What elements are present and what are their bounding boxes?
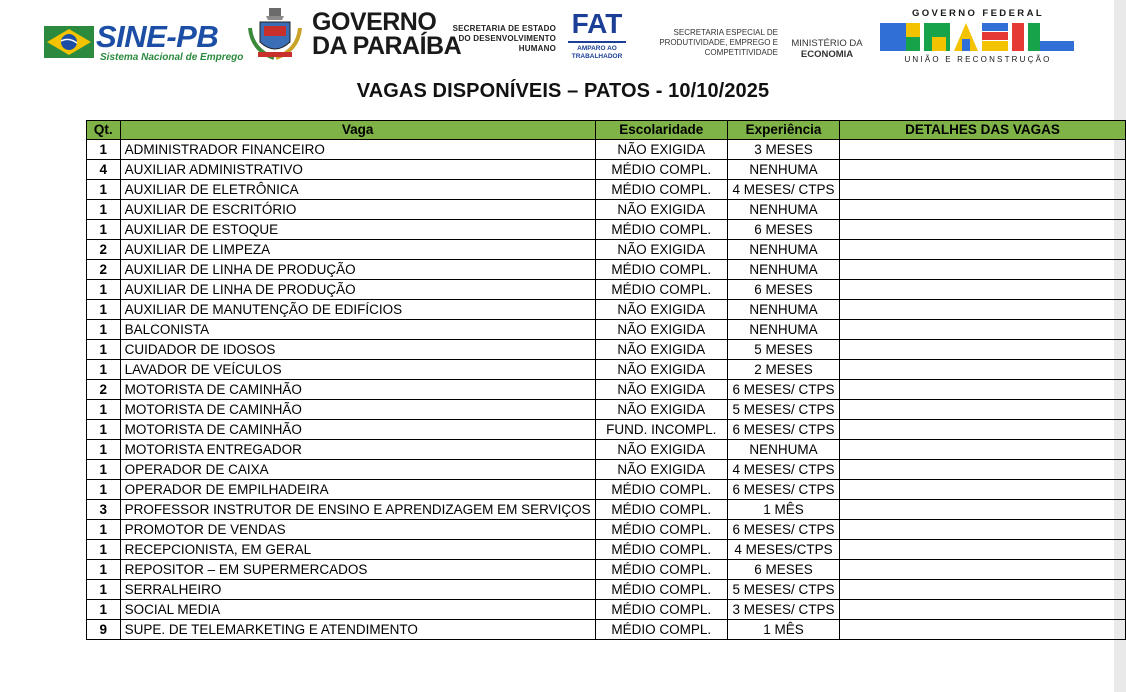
cell-escolaridade: FUND. INCOMPL. [595,420,727,440]
fat-sub-line1: AMPARO AO [577,45,617,52]
table-row [87,140,1126,160]
cell-detalhes [840,560,1126,580]
cell-detalhes [840,580,1126,600]
table-row [87,440,1126,460]
cell-qt: 1 [87,540,121,560]
cell-experiencia: 1 MÊS [727,500,839,520]
cell-vaga: AUXILIAR DE LINHA DE PRODUÇÃO [120,260,595,280]
header-vaga: Vaga [120,121,595,140]
cell-qt: 1 [87,200,121,220]
cell-escolaridade: MÉDIO COMPL. [595,220,727,240]
cell-vaga: REPOSITOR – EM SUPERMERCADOS [120,560,595,580]
cell-vaga: OPERADOR DE CAIXA [120,460,595,480]
cell-escolaridade: MÉDIO COMPL. [595,500,727,520]
ministerio-line2: ECONOMIA [800,49,854,60]
fat-divider [568,41,626,43]
cell-detalhes [840,620,1126,640]
gov-pb-line1: GOVERNO [312,8,437,36]
cell-experiencia: 5 MESES/ CTPS [727,400,839,420]
cell-vaga: AUXILIAR DE MANUTENÇÃO DE EDIFÍCIOS [120,300,595,320]
cell-escolaridade: NÃO EXIGIDA [595,360,727,380]
cell-experiencia: NENHUMA [727,160,839,180]
ministerio-line1: MINISTÉRIO DA [791,38,863,49]
cell-escolaridade: NÃO EXIGIDA [595,200,727,220]
cell-escolaridade: NÃO EXIGIDA [595,380,727,400]
cell-escolaridade: NÃO EXIGIDA [595,240,727,260]
cell-experiencia: 4 MESES/ CTPS [727,460,839,480]
cell-vaga: SERRALHEIRO [120,580,595,600]
vagas-table [86,120,1126,640]
cell-detalhes [840,380,1126,400]
brazil-flag-icon [44,24,96,60]
header-experiencia: Experiência [727,121,839,140]
cell-experiencia: NENHUMA [727,200,839,220]
table-row [87,500,1126,520]
secretaria-line3: HUMANO [518,44,556,53]
cell-experiencia: NENHUMA [727,320,839,340]
header-escolaridade: Escolaridade [595,121,727,140]
cell-detalhes [840,480,1126,500]
cell-detalhes [840,260,1126,280]
fat-subtitle [566,45,628,61]
cell-vaga: AUXILIAR DE LIMPEZA [120,240,595,260]
table-row [87,420,1126,440]
cell-vaga: MOTORISTA DE CAMINHÃO [120,420,595,440]
cell-experiencia: 6 MESES/ CTPS [727,420,839,440]
cell-escolaridade: MÉDIO COMPL. [595,560,727,580]
cell-vaga: CUIDADOR DE IDOSOS [120,340,595,360]
cell-vaga: LAVADOR DE VEÍCULOS [120,360,595,380]
cell-qt: 1 [87,180,121,200]
cell-escolaridade: NÃO EXIGIDA [595,440,727,460]
cell-vaga: ADMINISTRADOR FINANCEIRO [120,140,595,160]
cell-experiencia: 6 MESES [727,560,839,580]
cell-vaga: AUXILIAR ADMINISTRATIVO [120,160,595,180]
table-row [87,460,1126,480]
cell-experiencia: 4 MESES/CTPS [727,540,839,560]
cell-qt: 1 [87,440,121,460]
cell-qt: 9 [87,620,121,640]
cell-detalhes [840,180,1126,200]
cell-vaga: AUXILIAR DE LINHA DE PRODUÇÃO [120,280,595,300]
cell-qt: 1 [87,520,121,540]
cell-experiencia: 6 MESES/ CTPS [727,380,839,400]
table-row [87,600,1126,620]
table-row [87,520,1126,540]
cell-escolaridade: MÉDIO COMPL. [595,580,727,600]
fat-title: FAT [571,8,623,39]
cell-qt: 1 [87,340,121,360]
vagas-table-body [87,140,1126,640]
cell-escolaridade: NÃO EXIGIDA [595,340,727,360]
table-row [87,360,1126,380]
cell-detalhes [840,440,1126,460]
cell-detalhes [840,140,1126,160]
cell-experiencia: 3 MESES/ CTPS [727,600,839,620]
cell-vaga: BALCONISTA [120,320,595,340]
cell-detalhes [840,520,1126,540]
table-header-row [87,121,1126,140]
governo-federal-logo [878,8,1078,68]
cell-qt: 2 [87,260,121,280]
cell-detalhes [840,500,1126,520]
fat-sub-line2: TRABALHADOR [571,53,623,60]
cell-qt: 1 [87,280,121,300]
cell-experiencia: 6 MESES/ CTPS [727,520,839,540]
table-row [87,560,1126,580]
cell-qt: 1 [87,220,121,240]
sine-subtitle: Sistema Nacional de Emprego [100,52,244,63]
header-logos [0,0,1126,74]
cell-vaga: RECEPCIONISTA, EM GERAL [120,540,595,560]
cell-vaga: SOCIAL MEDIA [120,600,595,620]
ministerio-economia-text [786,38,868,60]
cell-vaga: PROMOTOR DE VENDAS [120,520,595,540]
cell-detalhes [840,160,1126,180]
cell-qt: 1 [87,480,121,500]
cell-qt: 1 [87,320,121,340]
cell-vaga: OPERADOR DE EMPILHADEIRA [120,480,595,500]
cell-vaga: AUXILIAR DE ESCRITÓRIO [120,200,595,220]
cell-experiencia: NENHUMA [727,260,839,280]
secretaria-line2: DO DESENVOLVIMENTO [458,34,556,43]
cell-experiencia: 1 MÊS [727,620,839,640]
cell-qt: 3 [87,500,121,520]
cell-vaga: PROFESSOR INSTRUTOR DE ENSINO E APRENDIZAGEM EM SERVIÇOS [120,500,595,520]
cell-escolaridade: MÉDIO COMPL. [595,520,727,540]
table-row [87,540,1126,560]
secretaria-line1: SECRETARIA DE ESTADO [452,24,556,33]
page-title: VAGAS DISPONÍVEIS – PATOS - 10/10/2025 [356,80,770,102]
cell-detalhes [840,400,1126,420]
secretaria-especial-text [640,28,778,58]
cell-qt: 1 [87,360,121,380]
cell-vaga: MOTORISTA DE CAMINHÃO [120,400,595,420]
cell-qt: 1 [87,580,121,600]
cell-experiencia: NENHUMA [727,440,839,460]
header-detalhes: DETALHES DAS VAGAS [840,121,1126,140]
cell-experiencia: NENHUMA [727,240,839,260]
cell-detalhes [840,600,1126,620]
table-row [87,300,1126,320]
gov-federal-text: GOVERNO FEDERAL [911,8,1045,19]
cell-vaga: MOTORISTA DE CAMINHÃO [120,380,595,400]
cell-vaga: AUXILIAR DE ESTOQUE [120,220,595,240]
cell-escolaridade: MÉDIO COMPL. [595,260,727,280]
sec-especial-line3: COMPETITIVIDADE [704,48,778,57]
table-row [87,380,1126,400]
table-row [87,240,1126,260]
cell-qt: 1 [87,560,121,580]
table-row [87,160,1126,180]
cell-qt: 1 [87,420,121,440]
cell-qt: 4 [87,160,121,180]
fat-logo [566,10,630,62]
cell-escolaridade: NÃO EXIGIDA [595,460,727,480]
cell-escolaridade: MÉDIO COMPL. [595,540,727,560]
table-row [87,260,1126,280]
cell-vaga: AUXILIAR DE ELETRÔNICA [120,180,595,200]
cell-detalhes [840,340,1126,360]
cell-detalhes [840,220,1126,240]
header-qt: Qt. [87,121,121,140]
cell-experiencia: 5 MESES [727,340,839,360]
cell-escolaridade: NÃO EXIGIDA [595,400,727,420]
table-row [87,400,1126,420]
cell-escolaridade: MÉDIO COMPL. [595,280,727,300]
cell-escolaridade: NÃO EXIGIDA [595,140,727,160]
sine-pb-logo [44,20,244,64]
table-row [87,200,1126,220]
sec-especial-line1: SECRETARIA ESPECIAL DE [673,28,778,37]
table-row [87,180,1126,200]
cell-escolaridade: NÃO EXIGIDA [595,300,727,320]
table-row [87,280,1126,300]
cell-vaga: MOTORISTA ENTREGADOR [120,440,595,460]
cell-qt: 1 [87,140,121,160]
cell-detalhes [840,360,1126,380]
cell-escolaridade: MÉDIO COMPL. [595,180,727,200]
cell-qt: 2 [87,240,121,260]
cell-experiencia: 3 MESES [727,140,839,160]
cell-qt: 2 [87,380,121,400]
sec-especial-line2: PRODUTIVIDADE, EMPREGO E [659,38,778,47]
cell-detalhes [840,200,1126,220]
sine-title: SINE-PB [96,19,219,54]
cell-experiencia: 6 MESES [727,280,839,300]
cell-experiencia: 6 MESES/ CTPS [727,480,839,500]
cell-detalhes [840,240,1126,260]
cell-escolaridade: MÉDIO COMPL. [595,620,727,640]
cell-detalhes [840,320,1126,340]
table-row [87,340,1126,360]
gov-pb-line2: DA PARAÍBA [312,32,462,60]
cell-detalhes [840,460,1126,480]
cell-experiencia: NENHUMA [727,300,839,320]
secretaria-estado-text [440,24,556,54]
cell-detalhes [840,420,1126,440]
table-row [87,320,1126,340]
cell-vaga: SUPE. DE TELEMARKETING E ATENDIMENTO [120,620,595,640]
cell-qt: 1 [87,460,121,480]
cell-experiencia: 4 MESES/ CTPS [727,180,839,200]
cell-qt: 1 [87,300,121,320]
brasil-wordmark-icon [880,21,1076,53]
paraiba-crest-icon [246,6,304,62]
cell-qt: 1 [87,600,121,620]
cell-escolaridade: MÉDIO COMPL. [595,600,727,620]
cell-escolaridade: MÉDIO COMPL. [595,480,727,500]
cell-detalhes [840,300,1126,320]
table-row [87,220,1126,240]
uniao-reconstrucao-text: UNIÃO E RECONSTRUÇÃO [904,55,1052,64]
cell-experiencia: 6 MESES [727,220,839,240]
cell-detalhes [840,280,1126,300]
cell-experiencia: 2 MESES [727,360,839,380]
cell-escolaridade: MÉDIO COMPL. [595,160,727,180]
governo-paraiba-wordmark [312,10,461,58]
table-row [87,620,1126,640]
cell-qt: 1 [87,400,121,420]
cell-escolaridade: NÃO EXIGIDA [595,320,727,340]
cell-experiencia: 5 MESES/ CTPS [727,580,839,600]
cell-detalhes [840,540,1126,560]
table-row [87,580,1126,600]
table-row [87,480,1126,500]
